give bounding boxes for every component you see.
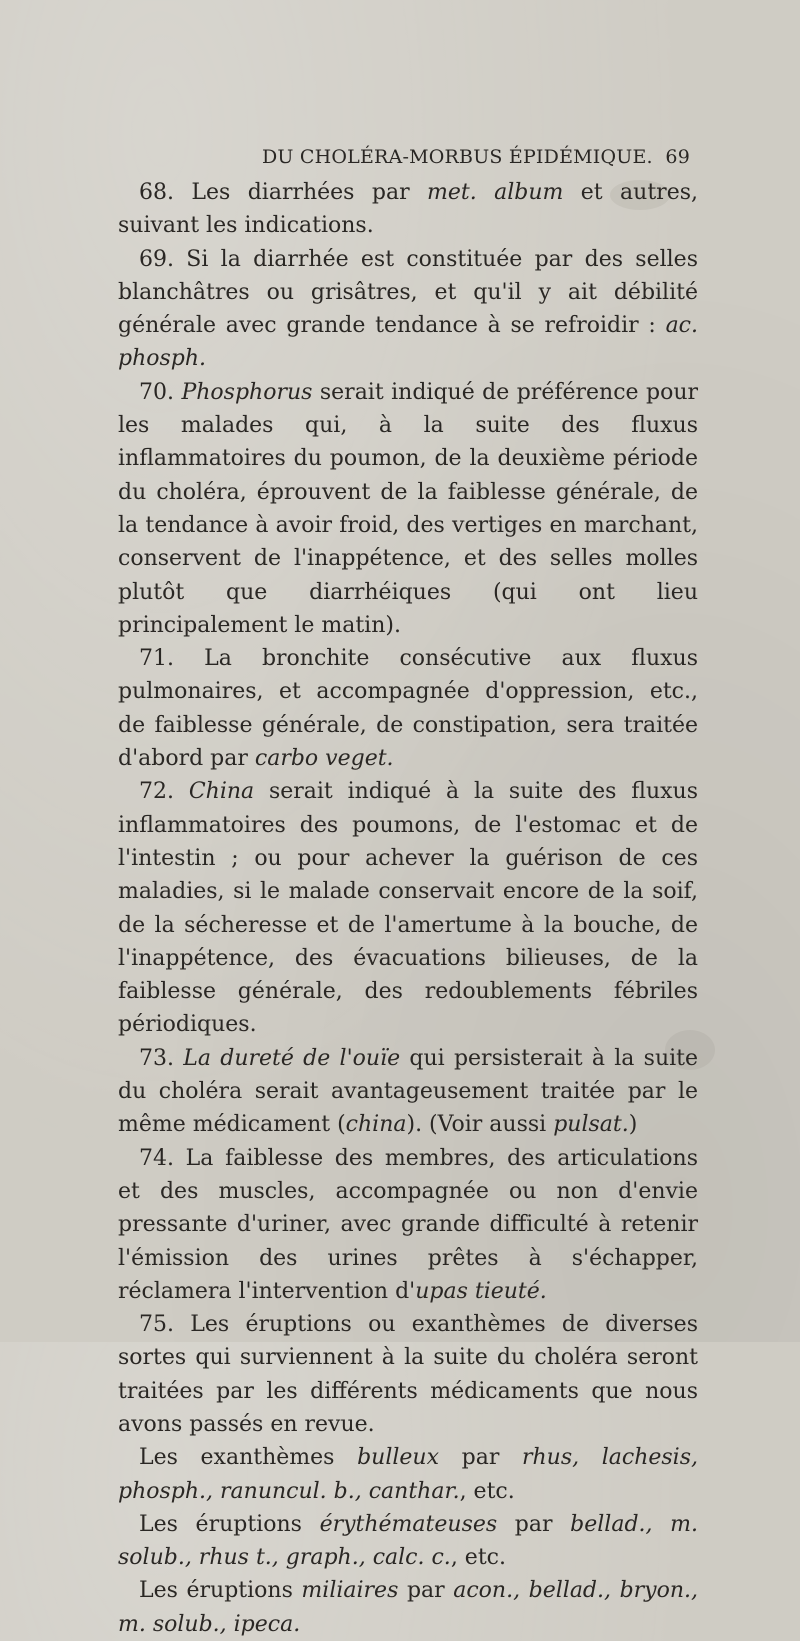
paragraph [118,1308,698,1441]
text-run: et autres, suivant les indications. [118,180,698,239]
text-run: 71. La bronchite consécutive aux fluxus pulmonaires, et accompagnée d'oppression, etc., de faiblesse générale, de constipation, sera traitée d'abord par [118,646,698,772]
italic-run: rhus, lachesis, phosph., ranuncul. b., canthar. [118,1445,698,1504]
italic-run: ac. phosph. [118,313,698,372]
text-run: 74. La faiblesse des membres, des articulations et des muscles, accompagnée ou non d'envie pressante d'uriner, avec grande difficulté à retenir l'émission des urines prêtes à s'échapper, réclamera l'intervention d' [118,1145,698,1304]
italic-run: miliaires [301,1578,399,1604]
italic-run: érythémateuses [319,1511,498,1537]
page-number: 69 [665,146,690,168]
paragraph [118,176,698,243]
text-run: ). (Voir aussi [406,1112,554,1138]
text-run: Les éruptions [139,1511,320,1537]
paragraph [118,642,698,775]
paragraph [118,1441,698,1508]
body-text [118,176,698,1641]
paragraph [118,775,698,1041]
text-run: , etc. [450,1545,506,1571]
italic-run: Phosphorus [181,379,313,405]
paragraph [118,1042,698,1142]
italic-run: met. album [427,180,564,205]
paragraph [118,1142,698,1308]
running-title: DU CHOLÉRA-MORBUS ÉPIDÉMIQUE. [262,146,653,168]
text-run: 69. Si la diarrhée est constituée par des selles blanchâtres ou grisâtres, et qu'il y ait débilité générale avec grande tendance à se refroidir : [118,246,698,339]
text-run: 73. [139,1045,184,1071]
italic-run: China [188,779,255,805]
italic-run: pulsat. [553,1112,629,1138]
italic-run: bellad., m. solub., rhus t., graph., calc. c. [118,1511,699,1571]
text-run: 70. [139,379,182,405]
paragraph [118,376,698,642]
text-run: par [439,1445,522,1471]
text-run: serait indiqué de préférence pour les malades qui, à la suite des fluxus inflammatoires du poumon, de la deuxième période du choléra, éprouvent de la faiblesse générale, de la tendance à avoir froid, des vertiges en marchant, conservent de l'inappétence, et des selles molles plutôt que diarrhéiques (qui ont lieu principalement le matin). [118,379,698,638]
paragraph [118,1574,698,1641]
text-run: par [497,1511,571,1537]
text-run: , etc. [459,1478,515,1504]
italic-run: acon., bellad., bryon., m. solub., ipeca. [118,1578,698,1637]
text-run: qui persisterait à la suite du choléra serait avantageusement traitée par le même médicament ( [118,1045,699,1138]
text-run: 72. [139,779,189,805]
italic-run: La dureté de l'ouïe [183,1045,401,1071]
running-header [262,146,690,176]
text-run: Les éruptions [139,1578,302,1604]
paragraph [118,243,698,376]
italic-run: upas tieuté. [415,1278,547,1304]
text-run: ) [628,1112,638,1138]
paragraph [118,1508,698,1575]
text-run: Les exanthèmes [139,1445,358,1471]
italic-run: china [345,1112,407,1138]
text-run: 68. Les diarrhées par [139,180,427,205]
text-run: 75. Les éruptions ou exanthèmes de diverses sortes qui surviennent à la suite du choléra seront traitées par les différents médicaments que nous avons passés en revue. [118,1312,698,1437]
text-run: serait indiqué à la suite des fluxus inflammatoires des poumons, de l'estomac et de l'intestin ; ou pour achever la guérison de ces maladies, si le malade conservait encore de la soif, de la sécheresse et de l'amertume à la bouche, de l'inappétence, des évacuations bilieuses, de la faiblesse générale, des redoublements fébriles périodiques. [118,779,699,1038]
text-run: par [398,1578,454,1604]
italic-run: carbo veget. [254,746,394,772]
italic-run: bulleux [357,1445,439,1471]
